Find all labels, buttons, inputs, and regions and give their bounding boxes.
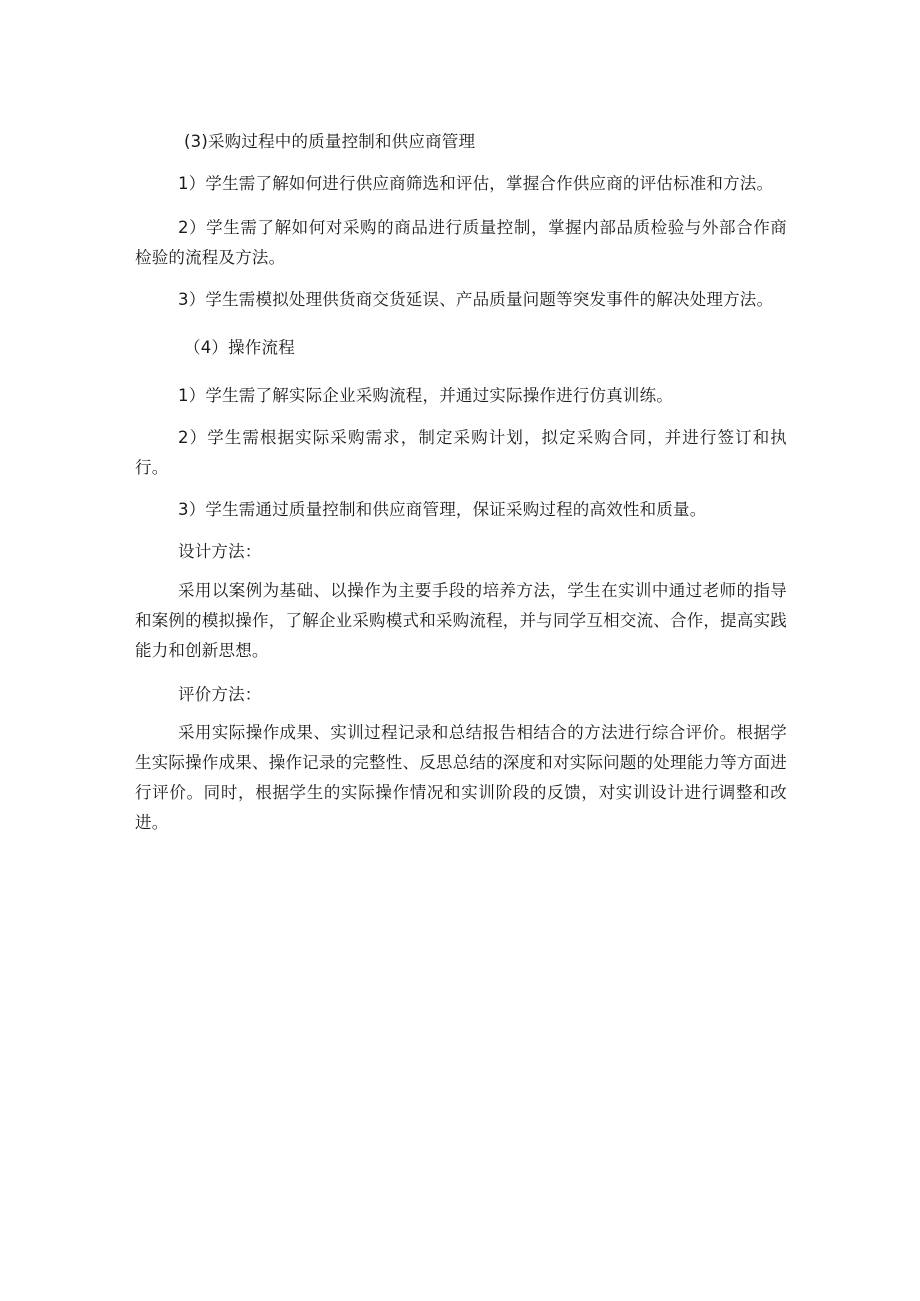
section-4-item-1: 1）学生需了解实际企业采购流程，并通过实际操作进行仿真训练。 [178,386,673,405]
section-4-item-3: 3）学生需通过质量控制和供应商管理，保证采购过程的高效性和质量。 [178,500,707,519]
section-3-item-2: 2）学生需了解如何对采购的商品进行质量控制，掌握内部品质检验与外部合作商检验的流程及方法。 [135,218,787,267]
evaluation-method-label: 评价方法： [178,685,262,704]
section-3-item-3: 3）学生需模拟处理供货商交货延误、产品质量问题等突发事件的解决处理方法。 [178,290,774,309]
section-4-heading: （4）操作流程 [184,338,295,357]
section-3-heading: (3)采购过程中的质量控制和供应商管理 [184,132,476,151]
design-method-label: 设计方法： [178,542,262,561]
evaluation-method-body: 采用实际操作成果、实训过程记录和总结报告相结合的方法进行综合评价。根据学生实际操作成果、操作记录的完整性、反思总结的深度和对实际问题的处理能力等方面进行评价。同时，根据学生的实际操作情况和实训阶段的反馈，对实训设计进行调整和改进。 [135,723,787,832]
design-method-body: 采用以案例为基础、以操作为主要手段的培养方法，学生在实训中通过老师的指导和案例的模拟操作，了解企业采购模式和采购流程，并与同学互相交流、合作，提高实践能力和创新思想。 [135,581,787,660]
section-3-item-1: 1）学生需了解如何进行供应商筛选和评估，掌握合作供应商的评估标准和方法。 [178,174,774,193]
section-4-item-2: 2）学生需根据实际采购需求，制定采购计划，拟定采购合同，并进行签订和执行。 [135,428,787,477]
